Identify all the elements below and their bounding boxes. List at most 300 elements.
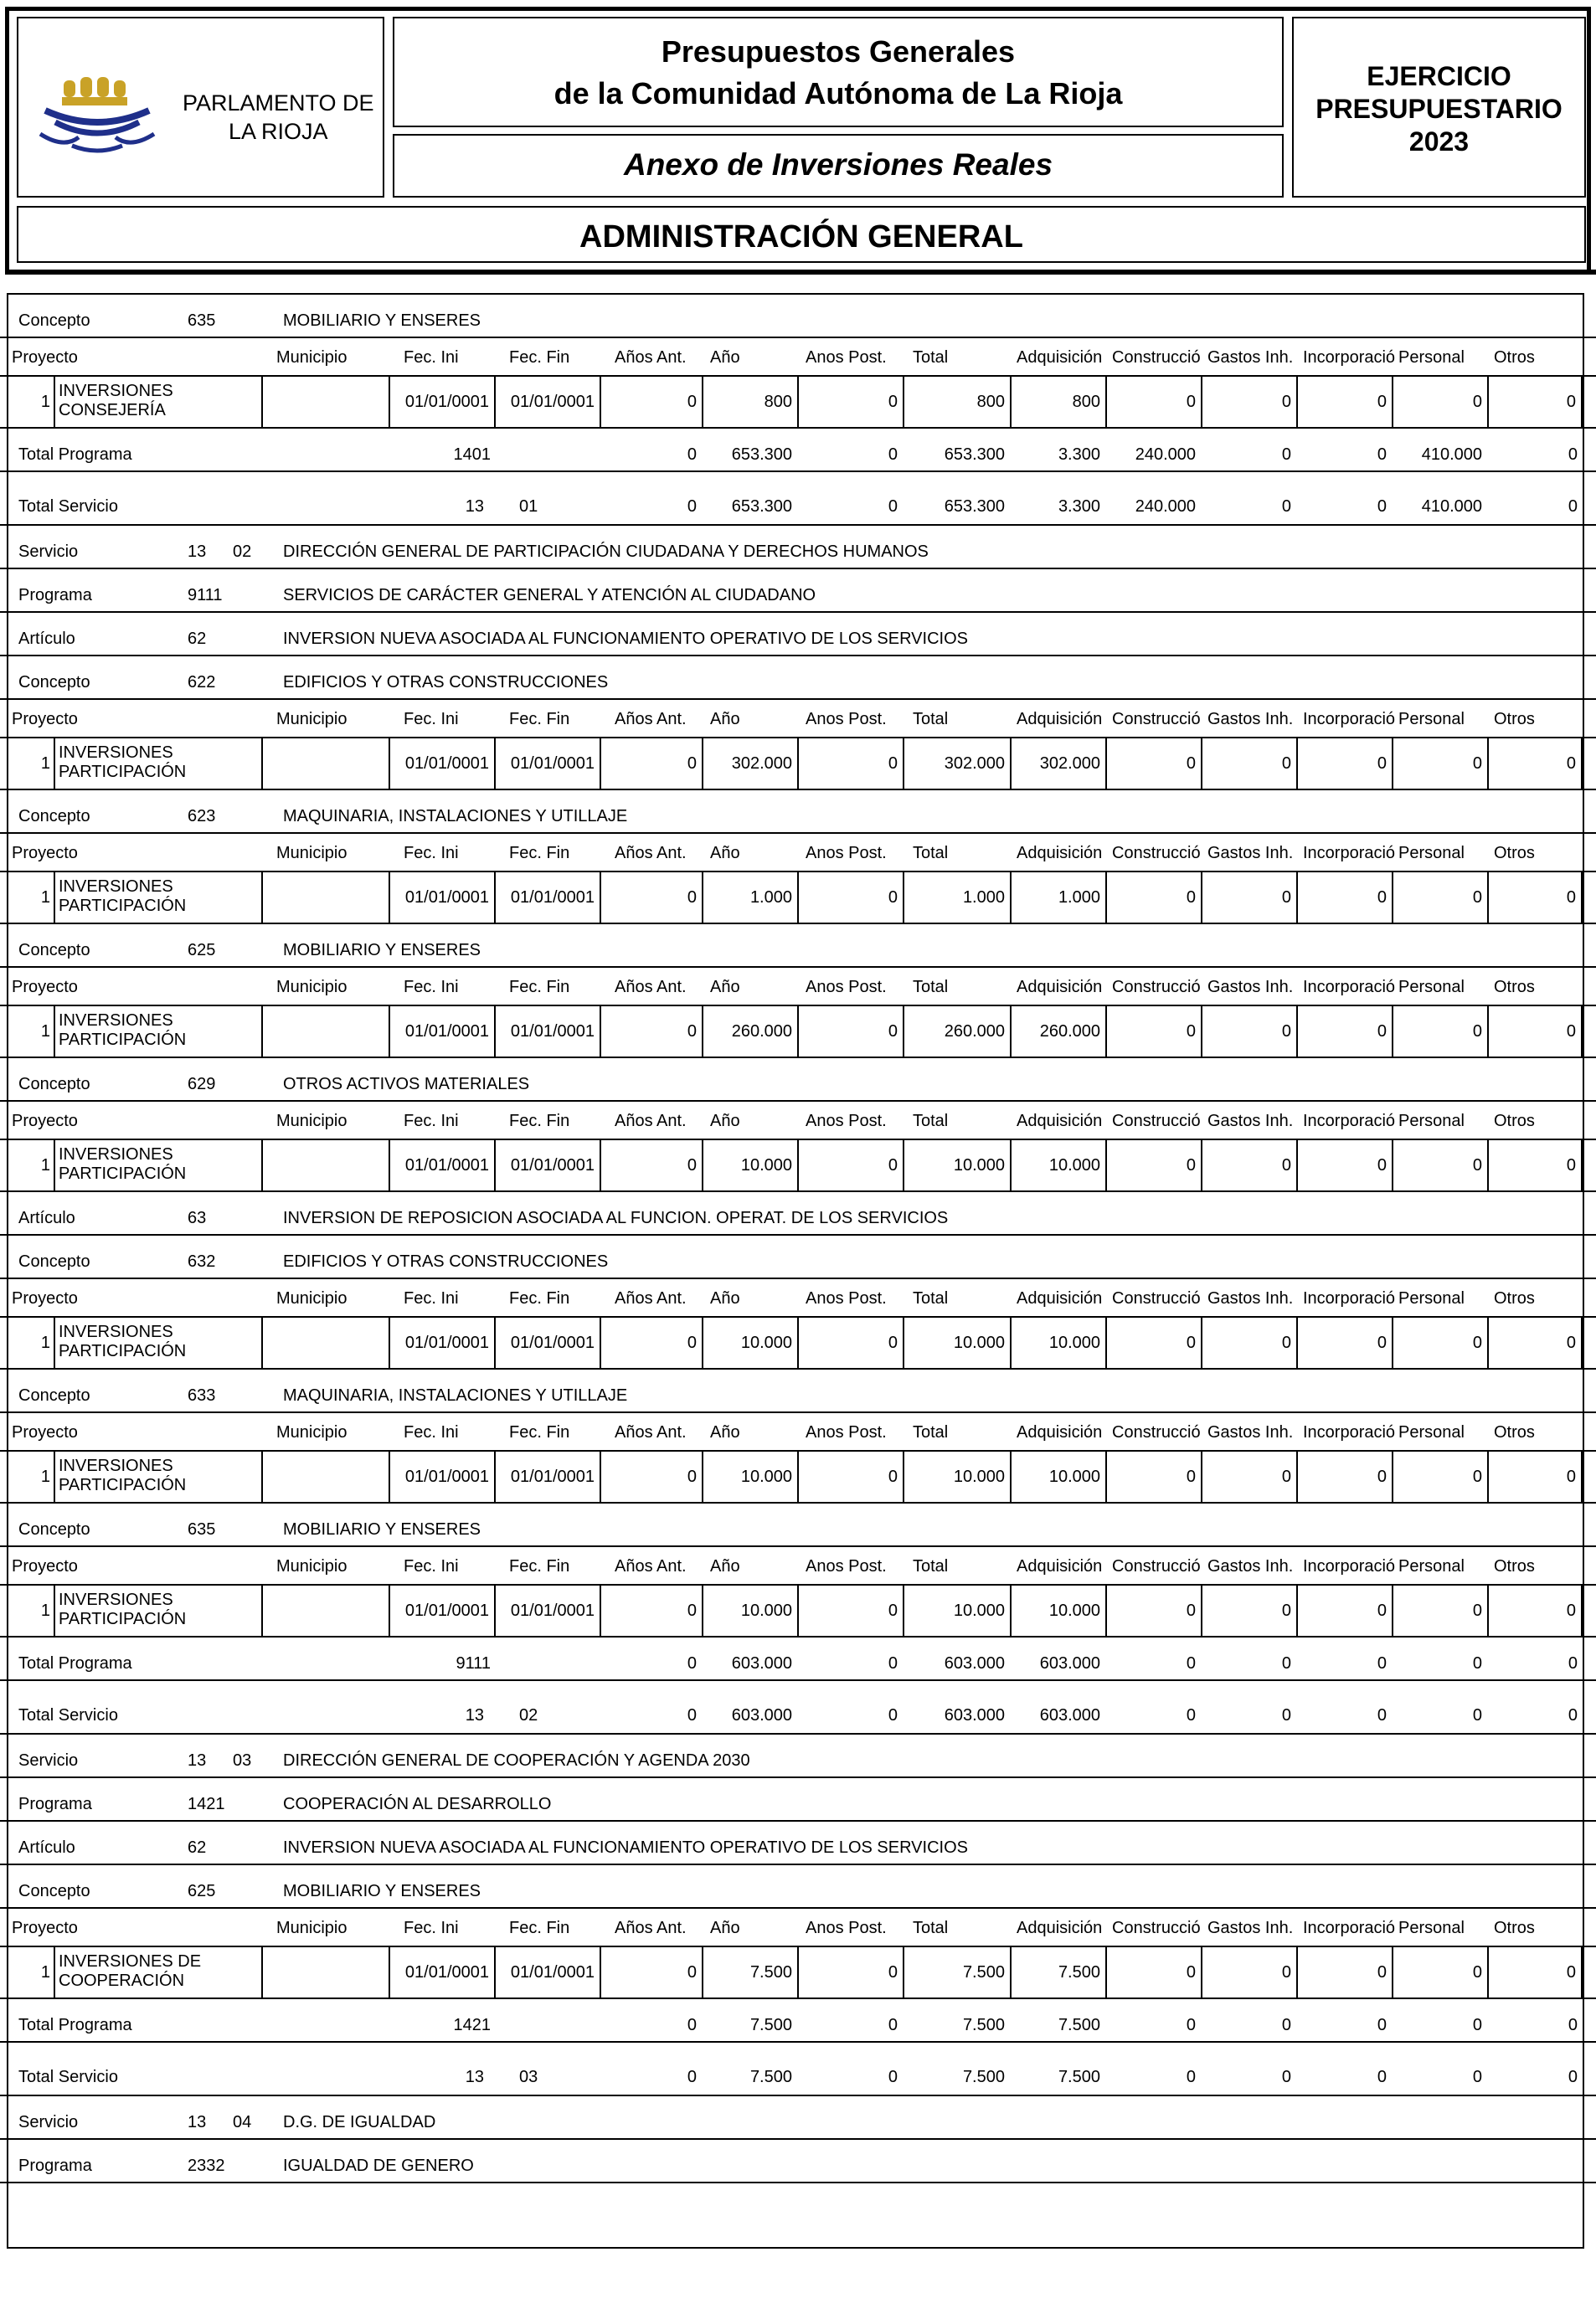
cell-anos-ant: 0 xyxy=(601,377,703,427)
row-code: 9111 xyxy=(188,586,223,604)
cell-anos-ant: 0 xyxy=(601,1140,703,1190)
total-code: 9111 xyxy=(456,1654,491,1673)
row-description: MOBILIARIO Y ENSERES xyxy=(283,1882,481,1900)
cell-idx: 1 xyxy=(7,1586,55,1636)
column-header: Proyecto xyxy=(12,1919,78,1937)
cell-anos-post: 0 xyxy=(799,1140,904,1190)
cell-cons: 0 xyxy=(1107,1452,1202,1502)
cell-name: INVERSIONES PARTICIPACIÓN xyxy=(55,872,263,923)
cell-name: INVERSIONES PARTICIPACIÓN xyxy=(55,1318,263,1368)
exercise-year: 2023 xyxy=(1408,126,1470,157)
total-incorp: 0 xyxy=(1377,1654,1387,1673)
column-header: Otros xyxy=(1494,844,1535,862)
cell-gastos: 0 xyxy=(1202,1006,1298,1057)
cell-anos-ant: 0 xyxy=(601,738,703,789)
cell-ano: 260.000 xyxy=(703,1006,799,1057)
row-description: INVERSION DE REPOSICION ASOCIADA AL FUNCION. OPERAT. DE LOS SERVICIOS xyxy=(283,1209,949,1227)
row-description: MAQUINARIA, INSTALACIONES Y UTILLAJE xyxy=(283,1386,628,1405)
cell-incorp: 0 xyxy=(1298,1586,1393,1636)
row-description: COOPERACIÓN AL DESARROLLO xyxy=(283,1795,552,1813)
row-label: Artículo xyxy=(18,1209,75,1227)
cell-total: 260.000 xyxy=(904,1006,1012,1057)
total-personal: 0 xyxy=(1472,1654,1482,1673)
table-row xyxy=(0,1318,1596,1370)
cell-municipio xyxy=(263,1947,390,1998)
column-header: Personal xyxy=(1398,1919,1465,1937)
column-header: Gastos Inh. xyxy=(1207,1289,1294,1308)
cell-fec-fin: 01/01/0001 xyxy=(496,377,601,427)
cell-municipio xyxy=(263,1140,390,1190)
total-cons: 0 xyxy=(1186,2016,1196,2034)
total-anos-post: 0 xyxy=(888,1706,898,1725)
row-description: INVERSION NUEVA ASOCIADA AL FUNCIONAMIENTO OPERATIVO DE LOS SERVICIOS xyxy=(283,1838,968,1857)
cell-cons: 0 xyxy=(1107,377,1202,427)
column-header: Total xyxy=(913,1557,949,1576)
cell-name: INVERSIONES CONSEJERÍA xyxy=(55,377,263,427)
column-header: Fec. Fin xyxy=(509,978,570,996)
column-header: Personal xyxy=(1398,1423,1465,1442)
column-header: Personal xyxy=(1398,1289,1465,1308)
column-header: Fec. Fin xyxy=(509,1919,570,1937)
articulo-row xyxy=(0,613,1596,656)
cell-personal: 0 xyxy=(1393,1318,1489,1368)
column-header: Años Ant. xyxy=(615,710,687,728)
cell-anos-ant: 0 xyxy=(601,1452,703,1502)
total-personal: 0 xyxy=(1472,2016,1482,2034)
cell-incorp: 0 xyxy=(1298,1947,1393,1998)
row-label: Programa xyxy=(18,586,92,604)
column-header: Gastos Inh. xyxy=(1207,1112,1294,1130)
total-incorp: 0 xyxy=(1377,445,1387,464)
row-description: DIRECCIÓN GENERAL DE COOPERACIÓN Y AGENDA 2030 xyxy=(283,1751,750,1770)
cell-gastos: 0 xyxy=(1202,1947,1298,1998)
cell-adq: 10.000 xyxy=(1012,1318,1107,1368)
column-header: Adquisición xyxy=(1017,1557,1103,1576)
column-header: Fec. Fin xyxy=(509,1112,570,1130)
concepto-row xyxy=(0,1058,1596,1102)
cell-fec-fin: 01/01/0001 xyxy=(496,1006,601,1057)
column-header: Otros xyxy=(1494,1423,1535,1442)
row-label: Concepto xyxy=(18,1520,90,1539)
cell-anos-ant: 0 xyxy=(601,1318,703,1368)
parliament-line1: PARLAMENTO DE xyxy=(183,90,374,116)
total-otros: 0 xyxy=(1568,1654,1578,1673)
row-code: 633 xyxy=(188,1386,216,1405)
column-header-row xyxy=(0,700,1596,738)
total-anos-ant: 0 xyxy=(687,2068,697,2086)
programa-row xyxy=(0,1778,1596,1822)
cell-fec-ini: 01/01/0001 xyxy=(390,738,496,789)
total-anos-ant: 0 xyxy=(687,1654,697,1673)
column-header: Adquisición xyxy=(1017,1289,1103,1308)
concepto-row xyxy=(0,656,1596,700)
row-code: 629 xyxy=(188,1075,216,1093)
cell-fec-ini: 01/01/0001 xyxy=(390,1140,496,1190)
column-header: Adquisición xyxy=(1017,1919,1103,1937)
total-otros: 0 xyxy=(1568,497,1578,516)
cell-fec-fin: 01/01/0001 xyxy=(496,1586,601,1636)
total-adq: 3.300 xyxy=(1058,445,1100,464)
cell-anos-ant: 0 xyxy=(601,872,703,923)
cell-total: 7.500 xyxy=(904,1947,1012,1998)
cell-anos-post: 0 xyxy=(799,738,904,789)
total-anos-post: 0 xyxy=(888,445,898,464)
row-label: Concepto xyxy=(18,1882,90,1900)
column-header: Años Ant. xyxy=(615,1112,687,1130)
column-header: Proyecto xyxy=(12,844,78,862)
cell-gastos: 0 xyxy=(1202,1318,1298,1368)
total-programa-row xyxy=(0,1638,1596,1681)
column-header: Fec. Fin xyxy=(509,1423,570,1442)
cell-fec-fin: 01/01/0001 xyxy=(496,1318,601,1368)
total-personal: 0 xyxy=(1472,1706,1482,1725)
title-line2: de la Comunidad Autónoma de La Rioja xyxy=(553,76,1123,111)
row-code: 622 xyxy=(188,673,216,692)
cell-gastos: 0 xyxy=(1202,1586,1298,1636)
cell-ano: 10.000 xyxy=(703,1586,799,1636)
cell-otros: 0 xyxy=(1489,1318,1583,1368)
column-header: Anos Post. xyxy=(806,844,887,862)
row-code: 632 xyxy=(188,1252,216,1271)
column-header: Incorporació xyxy=(1303,1112,1396,1130)
column-header: Construcció xyxy=(1112,1289,1201,1308)
cell-anos-post: 0 xyxy=(799,1452,904,1502)
column-header: Construcció xyxy=(1112,978,1201,996)
column-header: Otros xyxy=(1494,710,1535,728)
cell-municipio xyxy=(263,377,390,427)
servicio-row xyxy=(0,526,1596,569)
total-ano: 653.300 xyxy=(731,445,792,464)
column-header: Construcció xyxy=(1112,1423,1201,1442)
total-anos-ant: 0 xyxy=(687,445,697,464)
column-header: Fec. Fin xyxy=(509,1289,570,1308)
row-code: 635 xyxy=(188,311,216,330)
column-header: Año xyxy=(710,1112,740,1130)
cell-otros: 0 xyxy=(1489,1586,1583,1636)
cell-total: 10.000 xyxy=(904,1452,1012,1502)
column-header: Proyecto xyxy=(12,348,78,367)
row-label: Artículo xyxy=(18,1838,75,1857)
total-code: 13 xyxy=(465,497,484,516)
total-label: Total Programa xyxy=(18,2016,132,2034)
column-header: Personal xyxy=(1398,1557,1465,1576)
cell-cons: 0 xyxy=(1107,1947,1202,1998)
column-header-row xyxy=(0,1413,1596,1452)
exercise-line1: EJERCICIO xyxy=(1367,61,1511,91)
concepto-row xyxy=(0,1236,1596,1279)
total-servicio-row xyxy=(0,1681,1596,1735)
exercise-line2: PRESUPUESTARIO xyxy=(1315,94,1563,124)
cell-anos-post: 0 xyxy=(799,1006,904,1057)
row-label: Concepto xyxy=(18,1075,90,1093)
programa-row xyxy=(0,2140,1596,2183)
cell-ano: 7.500 xyxy=(703,1947,799,1998)
row-code: 623 xyxy=(188,807,216,825)
total-anos-post: 0 xyxy=(888,2016,898,2034)
row-code: 62 xyxy=(188,1838,207,1857)
column-header: Otros xyxy=(1494,1557,1535,1576)
cell-idx: 1 xyxy=(7,1318,55,1368)
row-code: 2332 xyxy=(188,2157,225,2175)
column-header: Personal xyxy=(1398,1112,1465,1130)
column-header: Total xyxy=(913,978,949,996)
column-header: Incorporació xyxy=(1303,978,1396,996)
column-header: Total xyxy=(913,710,949,728)
row-label: Servicio xyxy=(18,2113,79,2131)
column-header: Año xyxy=(710,978,740,996)
row-code: 625 xyxy=(188,941,216,959)
cell-personal: 0 xyxy=(1393,1006,1489,1057)
table-row xyxy=(0,1947,1596,1999)
column-header: Anos Post. xyxy=(806,1919,887,1937)
row-description: MOBILIARIO Y ENSERES xyxy=(283,941,481,959)
column-header: Año xyxy=(710,1289,740,1308)
row-code: 13 xyxy=(188,2113,207,2131)
column-header: Incorporació xyxy=(1303,1557,1396,1576)
cell-name: INVERSIONES PARTICIPACIÓN xyxy=(55,1140,263,1190)
cell-idx: 1 xyxy=(7,1006,55,1057)
cell-fec-ini: 01/01/0001 xyxy=(390,1452,496,1502)
total-code: 13 xyxy=(465,1706,484,1725)
total-cons: 240.000 xyxy=(1135,445,1196,464)
table-row xyxy=(0,1452,1596,1504)
row-label: Concepto xyxy=(18,807,90,825)
column-header: Gastos Inh. xyxy=(1207,348,1294,367)
total-anos-post: 0 xyxy=(888,1654,898,1673)
total-otros: 0 xyxy=(1568,2068,1578,2086)
total-total: 653.300 xyxy=(944,497,1005,516)
cell-otros: 0 xyxy=(1489,1947,1583,1998)
section-box xyxy=(17,206,1586,263)
cell-fec-fin: 01/01/0001 xyxy=(496,1452,601,1502)
total-gastos: 0 xyxy=(1281,445,1291,464)
servicio-row xyxy=(0,1735,1596,1778)
column-header: Anos Post. xyxy=(806,1557,887,1576)
column-header: Gastos Inh. xyxy=(1207,1557,1294,1576)
row-code: 63 xyxy=(188,1209,207,1227)
column-header: Años Ant. xyxy=(615,844,687,862)
cell-total: 302.000 xyxy=(904,738,1012,789)
row-description: SERVICIOS DE CARÁCTER GENERAL Y ATENCIÓN AL CIUDADANO xyxy=(283,586,816,604)
cell-ano: 1.000 xyxy=(703,872,799,923)
total-gastos: 0 xyxy=(1281,1654,1291,1673)
total-gastos: 0 xyxy=(1281,497,1291,516)
cell-fec-ini: 01/01/0001 xyxy=(390,1586,496,1636)
total-anos-post: 0 xyxy=(888,497,898,516)
row-code2: 02 xyxy=(233,542,252,561)
column-header-row xyxy=(0,338,1596,377)
cell-incorp: 0 xyxy=(1298,1318,1393,1368)
cell-ano: 10.000 xyxy=(703,1318,799,1368)
column-header: Fec. Fin xyxy=(509,844,570,862)
cell-ano: 302.000 xyxy=(703,738,799,789)
concepto-row xyxy=(0,790,1596,834)
total-total: 7.500 xyxy=(962,2068,1005,2086)
column-header: Total xyxy=(913,844,949,862)
column-header: Proyecto xyxy=(12,1557,78,1576)
cell-fec-ini: 01/01/0001 xyxy=(390,377,496,427)
row-label: Programa xyxy=(18,1795,92,1813)
cell-adq: 1.000 xyxy=(1012,872,1107,923)
table-row xyxy=(0,738,1596,790)
cell-name: INVERSIONES PARTICIPACIÓN xyxy=(55,1586,263,1636)
cell-anos-ant: 0 xyxy=(601,1586,703,1636)
column-header: Gastos Inh. xyxy=(1207,710,1294,728)
column-header: Fec. Ini xyxy=(404,844,459,862)
row-code: 1421 xyxy=(188,1795,225,1813)
column-header: Personal xyxy=(1398,978,1465,996)
cell-personal: 0 xyxy=(1393,738,1489,789)
row-description: MOBILIARIO Y ENSERES xyxy=(283,311,481,330)
cell-idx: 1 xyxy=(7,1947,55,1998)
column-header: Fec. Ini xyxy=(404,1289,459,1308)
column-header: Gastos Inh. xyxy=(1207,844,1294,862)
column-header: Fec. Ini xyxy=(404,1919,459,1937)
column-header: Total xyxy=(913,1112,949,1130)
total-adq: 3.300 xyxy=(1058,497,1100,516)
row-description: OTROS ACTIVOS MATERIALES xyxy=(283,1075,530,1093)
programa-row xyxy=(0,569,1596,613)
cell-anos-ant: 0 xyxy=(601,1006,703,1057)
cell-idx: 1 xyxy=(7,872,55,923)
cell-fec-ini: 01/01/0001 xyxy=(390,872,496,923)
cell-incorp: 0 xyxy=(1298,1140,1393,1190)
column-header: Incorporació xyxy=(1303,1919,1396,1937)
column-header: Fec. Ini xyxy=(404,1112,459,1130)
row-label: Programa xyxy=(18,2157,92,2175)
table-row xyxy=(0,377,1596,429)
total-adq: 7.500 xyxy=(1058,2016,1100,2034)
column-header: Proyecto xyxy=(12,1112,78,1130)
total-label: Total Programa xyxy=(18,1654,132,1673)
row-label: Concepto xyxy=(18,311,90,330)
column-header: Años Ant. xyxy=(615,1423,687,1442)
concepto-row xyxy=(0,1504,1596,1547)
table-row xyxy=(0,1140,1596,1192)
parliament-logo-icon xyxy=(39,69,164,161)
column-header: Anos Post. xyxy=(806,1423,887,1442)
cell-gastos: 0 xyxy=(1202,377,1298,427)
column-header-row xyxy=(0,834,1596,872)
cell-otros: 0 xyxy=(1489,1452,1583,1502)
cell-personal: 0 xyxy=(1393,1947,1489,1998)
cell-fec-ini: 01/01/0001 xyxy=(390,1006,496,1057)
row-label: Concepto xyxy=(18,1252,90,1271)
total-cons: 0 xyxy=(1186,1654,1196,1673)
total-label: Total Servicio xyxy=(18,2068,118,2086)
total-code: 1401 xyxy=(453,445,491,464)
cell-otros: 0 xyxy=(1489,1140,1583,1190)
cell-gastos: 0 xyxy=(1202,1140,1298,1190)
cell-municipio xyxy=(263,1006,390,1057)
articulo-row xyxy=(0,1192,1596,1236)
row-description: INVERSION NUEVA ASOCIADA AL FUNCIONAMIENTO OPERATIVO DE LOS SERVICIOS xyxy=(283,630,968,648)
total-code: 13 xyxy=(465,2068,484,2086)
total-ano: 7.500 xyxy=(749,2068,792,2086)
cell-adq: 10.000 xyxy=(1012,1140,1107,1190)
column-header: Municipio xyxy=(276,1557,348,1576)
column-header: Municipio xyxy=(276,844,348,862)
total-anos-post: 0 xyxy=(888,2068,898,2086)
column-header: Total xyxy=(913,348,949,367)
row-description: IGUALDAD DE GENERO xyxy=(283,2157,474,2175)
concepto-row xyxy=(0,924,1596,968)
cell-adq: 7.500 xyxy=(1012,1947,1107,1998)
column-header: Fec. Ini xyxy=(404,348,459,367)
cell-anos-post: 0 xyxy=(799,872,904,923)
cell-cons: 0 xyxy=(1107,1006,1202,1057)
total-anos-ant: 0 xyxy=(687,2016,697,2034)
cell-idx: 1 xyxy=(7,377,55,427)
row-code: 635 xyxy=(188,1520,216,1539)
column-header: Año xyxy=(710,1423,740,1442)
column-header: Año xyxy=(710,1919,740,1937)
total-gastos: 0 xyxy=(1281,2016,1291,2034)
logo-box xyxy=(17,17,384,198)
total-personal: 410.000 xyxy=(1421,445,1482,464)
column-header: Construcció xyxy=(1112,844,1201,862)
servicio-row xyxy=(0,2096,1596,2140)
cell-name: INVERSIONES PARTICIPACIÓN xyxy=(55,1006,263,1057)
cell-personal: 0 xyxy=(1393,1586,1489,1636)
cell-otros: 0 xyxy=(1489,872,1583,923)
cell-idx: 1 xyxy=(7,1140,55,1190)
cell-ano: 800 xyxy=(703,377,799,427)
total-gastos: 0 xyxy=(1281,2068,1291,2086)
total-total: 603.000 xyxy=(944,1654,1005,1673)
total-servicio-row xyxy=(0,2043,1596,2096)
table-row xyxy=(0,1586,1596,1638)
cell-incorp: 0 xyxy=(1298,738,1393,789)
cell-anos-post: 0 xyxy=(799,1318,904,1368)
total-adq: 7.500 xyxy=(1058,2068,1100,2086)
column-header-row xyxy=(0,968,1596,1006)
row-code2: 04 xyxy=(233,2113,252,2131)
row-description: MAQUINARIA, INSTALACIONES Y UTILLAJE xyxy=(283,807,628,825)
cell-cons: 0 xyxy=(1107,1586,1202,1636)
column-header: Municipio xyxy=(276,1289,348,1308)
column-header: Años Ant. xyxy=(615,1289,687,1308)
column-header: Gastos Inh. xyxy=(1207,978,1294,996)
concepto-row xyxy=(0,295,1596,338)
column-header: Años Ant. xyxy=(615,978,687,996)
cell-adq: 10.000 xyxy=(1012,1586,1107,1636)
total-label: Total Servicio xyxy=(18,497,118,516)
column-header: Adquisición xyxy=(1017,1423,1103,1442)
cell-total: 10.000 xyxy=(904,1318,1012,1368)
column-header: Año xyxy=(710,1557,740,1576)
column-header: Fec. Fin xyxy=(509,710,570,728)
total-otros: 0 xyxy=(1568,1706,1578,1725)
table-row xyxy=(0,872,1596,924)
total-ano: 653.300 xyxy=(731,497,792,516)
total-otros: 0 xyxy=(1568,445,1578,464)
column-header-row xyxy=(0,1102,1596,1140)
section-title: ADMINISTRACIÓN GENERAL xyxy=(579,219,1023,255)
cell-anos-ant: 0 xyxy=(601,1947,703,1998)
cell-gastos: 0 xyxy=(1202,1452,1298,1502)
column-header: Otros xyxy=(1494,348,1535,367)
total-ano: 603.000 xyxy=(731,1706,792,1725)
total-total: 7.500 xyxy=(962,2016,1005,2034)
column-header: Año xyxy=(710,348,740,367)
header-shadow xyxy=(5,270,1596,275)
column-header: Año xyxy=(710,844,740,862)
row-description: D.G. DE IGUALDAD xyxy=(283,2113,436,2131)
total-code2: 03 xyxy=(519,2068,538,2086)
column-header: Incorporació xyxy=(1303,710,1396,728)
total-anos-ant: 0 xyxy=(687,497,697,516)
